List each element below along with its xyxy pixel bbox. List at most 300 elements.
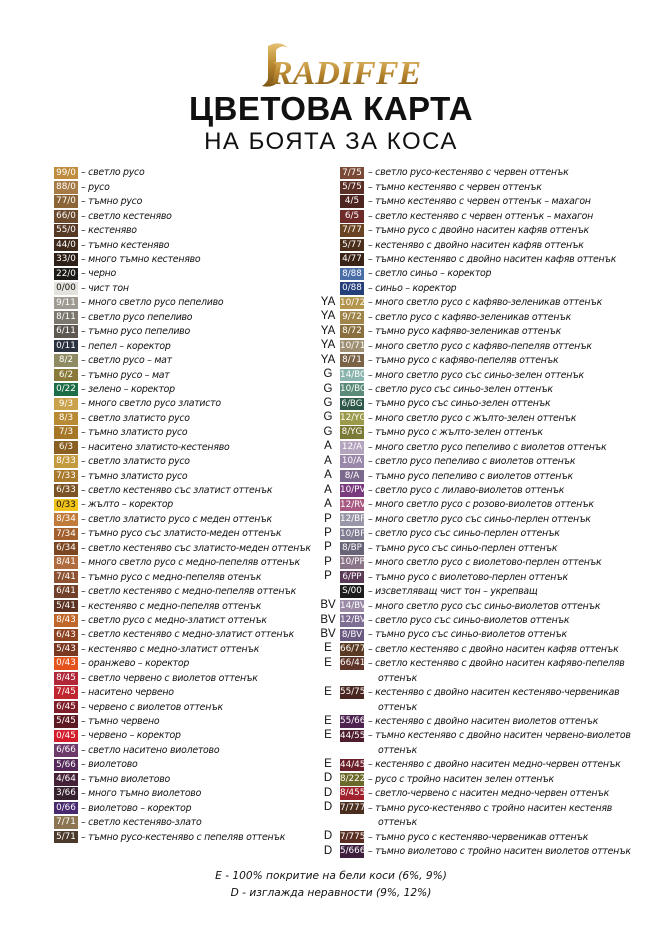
color-row [318,787,648,801]
group-label: E [324,642,332,655]
left-color-list [54,166,334,845]
color-row [318,715,648,729]
group-label: G [323,382,333,395]
color-row [318,282,648,296]
color-row [54,527,334,541]
color-description: – светло кестеняво [81,210,172,222]
color-swatch: 0/33 [54,499,78,512]
color-swatch: 8/72 [340,325,364,338]
color-row [318,642,648,656]
group-label: BV [320,628,336,640]
color-description: – много светло русо с кафяво-зеленикав оттенък [368,297,603,309]
color-swatch: 8/BP [340,542,364,555]
color-swatch: 55/75 [340,687,366,698]
color-description: – тъмно златисто русо [81,427,188,439]
color-swatch: 0/43 [54,657,78,670]
color-row [54,570,334,584]
color-swatch: 12/RV [340,499,366,510]
color-description: – светло русо с медно-златист оттенък [81,614,267,626]
color-swatch: 6/11 [54,325,78,338]
group-label: A [324,440,332,453]
color-swatch: 10/PP [340,557,365,568]
color-swatch: 7/777 [340,802,366,813]
color-swatch: 8/43 [54,614,78,627]
color-swatch: 8/A [340,470,364,483]
color-description: – много светло русо пепеливо [81,297,224,309]
group-label: D [323,844,333,857]
color-description-continuation: оттенък [378,744,418,756]
color-row [318,180,648,194]
color-row [318,368,648,382]
color-swatch: 14/BV [340,600,366,611]
color-swatch: 14/BG [340,369,367,380]
color-row [54,801,334,815]
color-swatch: 22/0 [54,268,78,281]
color-description: – кестеняво с медно-пепеляв оттенък [81,600,262,612]
color-description: – тъмно русо кафяво-зеленикав оттенък [368,326,561,338]
color-description: – светло русо с кафяво-зеленикав оттенък [368,311,571,323]
color-description: – зелено – коректор [81,383,175,395]
color-description: – много светло русо пепеливо с виолетов оттенък [368,441,607,453]
color-description: – тъмно русо-кестеняво с тройно наситен кестеняв [368,802,613,814]
color-description: – наситено златисто-кестеняво [81,441,230,453]
color-row [318,325,648,339]
color-swatch: 10/A [341,456,363,467]
color-description: – светло златисто русо с меден оттенък [81,513,272,525]
color-description: – червено – коректор [81,730,181,742]
page-title: ЦВЕТОВА КАРТА [188,90,474,127]
color-description: – тъмно кестеняво [81,239,170,251]
color-row [318,729,648,743]
color-row [54,758,334,772]
group-label: D [323,801,333,814]
color-description: – тъмно кестеняво с червен оттенък – махагон [368,196,591,208]
color-swatch: 8/34 [54,513,78,526]
group-label: G [323,397,333,409]
color-description: – много светло русо с розово-виолетов оттенък [368,499,594,511]
color-description: – тъмно кестеняво с двойно наситен червено-виолетов [368,730,631,742]
color-description: – светло кестеняво-злато [81,817,202,829]
color-swatch: 66/41 [340,658,366,669]
color-description: – тъмно русо със златисто-меден оттенък [81,528,282,540]
color-description-continuation: оттенък [378,701,418,713]
color-swatch: 7/34 [54,528,78,541]
color-row [318,657,648,671]
color-swatch: 0/00 [54,282,78,295]
color-swatch: 66/77 [340,644,366,655]
color-description: – виолетово [81,759,138,771]
color-row [318,383,648,397]
color-swatch: 5/77 [340,239,364,252]
color-swatch: 10/BG [340,384,367,395]
color-row [54,642,334,656]
color-swatch: 3/66 [54,787,78,800]
color-swatch: 8/3 [54,412,78,425]
group-label: BV [320,613,336,626]
color-description: – много тъмно виолетово [81,788,202,800]
color-description: – светло кестеняво със златист оттенък [81,485,273,497]
color-description: – русо [81,181,110,193]
color-swatch: 10/72 [340,297,366,308]
color-row [318,397,648,411]
color-row [318,599,648,613]
color-swatch: 6/BG [341,398,363,409]
color-row [54,253,334,267]
color-description: – светло кестеняво с двойно наситен кафяв оттенък [368,643,619,655]
color-swatch: 7/45 [54,686,78,699]
color-swatch: 5/71 [54,831,78,844]
color-description: – тъмно кестеняво с червен оттенък [368,181,542,193]
color-row [318,469,648,483]
color-description: – светло русо с лилаво-виолетов оттенък [368,485,565,497]
color-row [318,411,648,425]
color-row [54,209,334,223]
group-label: E [324,729,332,742]
color-row [54,310,334,324]
color-description: – много светло русо със синьо-зелен оттенък [368,369,584,381]
color-swatch: 8/71 [340,354,364,367]
group-label: BV [320,599,336,612]
footer-note-d: D - изглажда неравности (9%, 12%) [230,887,432,899]
color-swatch: 5/66 [54,759,78,772]
group-label: D [323,772,333,785]
color-description: – светло-червено с наситен медно-червен оттенък [368,788,609,800]
color-swatch: 0/88 [340,282,364,295]
color-row [318,209,648,223]
color-row [54,180,334,194]
color-row [54,440,334,454]
color-swatch: 7/775 [340,831,366,842]
color-swatch: 7/75 [340,167,364,180]
color-swatch: 0/11 [54,340,78,353]
color-row-continuation [318,700,648,714]
color-row [318,758,648,772]
color-row [54,455,334,469]
color-swatch: 66/0 [54,210,78,223]
color-description: – светло русо пепеливо с виолетов оттенък [368,456,576,468]
color-swatch: 7/71 [54,816,78,829]
color-swatch: 12/BP [340,514,366,525]
color-row [54,325,334,339]
color-row [54,715,334,729]
color-description: – кестеняво с двойно наситен кафяв оттенък [368,239,584,251]
color-row [318,310,648,324]
color-row [318,339,648,353]
color-description: – светло русо със синьо-перлен оттенък [368,528,560,540]
group-label: G [323,411,333,424]
color-description: – светло кестеняво с двойно наситен кафяво-пепеляв [368,658,625,670]
color-description: – жълто – коректор [81,499,174,511]
color-row [318,166,648,180]
color-swatch: 6/PP [340,571,364,584]
color-description: – червено с виолетов оттенък [81,701,223,713]
color-swatch: 6/43 [54,629,78,642]
color-row [318,628,648,642]
color-swatch: 9/3 [54,398,78,411]
color-row [54,296,334,310]
color-swatch: 8/2 [54,354,78,367]
page-subtitle: НА БОЯТА ЗА КОСА [204,128,458,155]
color-swatch: 44/0 [54,239,78,252]
color-row [54,339,334,353]
group-label: YA [320,339,336,352]
color-row [54,541,334,555]
color-description: – много светло русо с кафяво-пепеляв оттенък [368,340,592,352]
group-label: E [324,714,332,727]
color-description: – светло кестеняво с медно-златист оттенък [81,629,295,641]
color-swatch: 44/55 [340,730,366,741]
color-row [318,224,648,238]
color-row [54,484,334,498]
group-label: A [324,469,332,482]
color-swatch: 5/45 [54,715,78,728]
color-description: – кестеняво [81,225,137,237]
color-swatch: 7/33 [54,470,78,483]
color-swatch: 0/66 [54,802,78,815]
color-swatch: 5/43 [54,643,78,656]
color-swatch: 12/BV [340,615,366,626]
color-row [54,166,334,180]
color-swatch: 6/3 [54,441,78,454]
color-row [318,845,648,859]
color-row [54,772,334,786]
group-label: P [324,512,332,525]
color-description: – светло златисто русо [81,456,190,468]
color-row [54,614,334,628]
color-row-continuation [318,671,648,685]
color-description: – тъмно виолетово с тройно наситен виолетов оттенък [368,845,631,857]
color-description: – светло кестеняво с червен оттенък – махагон [368,210,594,222]
logo-text: RADIFFE [270,55,422,92]
footer-note-e: E - 100% покритие на бели коси (6%, 9%) [215,870,447,882]
color-description: – тъмно русо със синьо-зелен оттенък [368,398,551,410]
color-row [54,585,334,599]
color-swatch: 5/666 [340,846,366,857]
color-swatch: 10/BP [340,528,366,539]
group-label: A [324,483,332,496]
color-swatch: 10/PV [340,485,366,496]
color-description: – тъмно русо с виолетово-перлен оттенък [368,571,568,583]
color-description: – светло синьо – коректор [368,268,492,280]
color-row [54,671,334,685]
color-row [318,585,648,599]
group-label: A [324,454,332,467]
color-swatch: 55/0 [54,224,78,237]
color-swatch: 8/BV [341,629,363,640]
color-row [318,513,648,527]
color-row [54,556,334,570]
color-description: – светло русо-кестеняво с червен оттенък [368,167,569,179]
color-row [318,614,648,628]
color-description: – светло кестеняво със златисто-меден оттенък [81,542,311,554]
color-row [54,354,334,368]
color-row [54,469,334,483]
color-swatch: 8/222 [340,773,366,784]
group-label: P [324,555,332,568]
color-row [54,513,334,527]
color-swatch: 4/77 [340,253,364,266]
group-label: A [324,498,332,511]
color-description: – тъмно златисто русо [81,470,188,482]
color-swatch: 6/5 [340,210,364,223]
group-label: P [324,526,332,539]
color-row [318,455,648,469]
group-label: E [324,757,332,770]
color-row [318,772,648,786]
color-row [318,354,648,368]
group-label: YA [320,310,336,323]
group-label: P [324,541,332,554]
color-description: – кестеняво с двойно наситен виолетов оттенък [368,716,599,728]
color-row [318,267,648,281]
color-row [318,238,648,252]
color-row [54,411,334,425]
color-swatch: 8/45 [54,672,78,685]
right-color-list [318,166,648,859]
color-description: – тъмно русо пепеливо с виолетов оттенък [368,470,573,482]
color-description: – светло кестеняво с медно-пепеляв оттенък [81,586,297,598]
color-description: – много тъмно кестеняво [81,254,201,266]
color-description: – русо с тройно наситен зелен оттенък [368,773,554,785]
group-label: E [324,656,332,669]
color-description: – тъмно русо с жълто-зелен оттенък [368,427,543,439]
color-swatch: 8/33 [54,455,78,468]
color-description: – много светло русо с виолетово-перлен оттенък [368,557,602,569]
color-description: – много светло русо със синьо-виолетов оттенък [368,600,601,612]
color-description: – тъмно русо пепеливо [81,326,190,338]
color-description: – много светло русо с жълто-зелен оттенък [368,412,577,424]
color-description: – кестеняво с двойно наситен медно-червен оттенък [368,759,621,771]
color-swatch: 6/33 [54,484,78,497]
color-row [54,426,334,440]
color-description: – чист тон [81,282,129,294]
color-description: – наситено червено [81,687,174,699]
color-swatch: 4/64 [54,773,78,786]
color-row [318,484,648,498]
color-swatch: 12/A [341,441,363,452]
color-row [54,383,334,397]
color-row [54,628,334,642]
color-row [318,527,648,541]
color-description: – тъмно русо с двойно наситен кафяв оттенък [368,225,589,237]
color-swatch: 99/0 [54,167,78,180]
color-description-continuation: оттенък [378,817,418,829]
color-description: – тъмно русо с медно-пепеляв отенък [81,571,262,583]
color-description: – кестеняво с медно-златист оттенък [81,643,260,655]
color-row [54,195,334,209]
group-label: E [324,685,332,698]
color-swatch: S/00 [340,585,364,598]
color-description: – светло русо със синьо-виолетов оттенък [368,614,570,626]
group-label: YA [320,295,336,308]
color-swatch: 44/45 [340,759,366,770]
color-row [318,801,648,815]
color-description: – тъмно русо – мат [81,369,170,381]
color-row [54,787,334,801]
color-row-continuation [318,816,648,830]
color-swatch: 5/41 [54,600,78,613]
color-swatch: 9/72 [340,311,364,324]
color-swatch: 10/71 [340,340,366,351]
color-swatch: 8/88 [340,268,364,281]
color-row [318,556,648,570]
color-row [54,282,334,296]
color-description: – тъмно русо с кафяво-пепеляв оттенък [368,355,559,367]
group-label: D [323,786,333,799]
color-description: – виолетово – коректор [81,802,192,814]
group-label: P [324,570,332,583]
color-row [54,599,334,613]
color-description: – тъмно русо със синьо-виолетов оттенък [368,629,567,641]
group-label: G [323,368,333,381]
color-description: – тъмно кестеняво с двойно наситен кафяв оттенък [368,254,617,266]
color-description: – тъмно русо-кестеняво с пепеляв оттенък [81,831,286,843]
color-swatch: 9/11 [54,297,78,310]
color-swatch: 6/45 [54,701,78,714]
color-description: – синьо – коректор [368,282,457,294]
color-row-continuation [318,744,648,758]
color-description: – кестеняво с двойно наситен кестеняво-червеникав [368,687,620,699]
color-description: – светло русо със синьо-зелен оттенък [368,383,553,395]
color-row [54,224,334,238]
color-description: – тъмно червено [81,716,160,728]
color-description: – много светло русо златисто [81,398,221,410]
color-swatch: 55/66 [340,716,366,727]
color-row [318,440,648,454]
color-row [318,195,648,209]
color-swatch: 7/3 [54,426,78,439]
color-row [318,570,648,584]
color-description: – тъмно виолетово [81,773,170,785]
color-description: – светло русо пепеливо [81,311,193,323]
color-description: – изсветляващ чист тон – укрепващ [368,586,538,598]
color-swatch: 77/0 [54,195,78,208]
color-row [54,368,334,382]
color-description: – пепел – коректор [81,340,171,352]
color-description: – тъмно русо [81,196,143,208]
group-label: D [323,830,333,843]
color-swatch: 4/5 [340,195,364,208]
color-swatch: 8/11 [54,311,78,324]
color-row [54,744,334,758]
color-swatch: 0/45 [54,730,78,743]
color-row [318,253,648,267]
color-row [54,816,334,830]
color-description: – светло червено с виолетов оттенък [81,672,258,684]
color-swatch: 0/22 [54,383,78,396]
color-description: – черно [81,268,117,280]
color-row [318,830,648,844]
color-row [318,541,648,555]
color-row [54,238,334,252]
color-row [318,296,648,310]
color-description: – оранжево – коректор [81,658,190,670]
group-label: YA [320,353,336,366]
color-swatch: 8/41 [54,556,78,569]
color-swatch: 12/YG [340,413,367,424]
color-swatch: 33/0 [54,253,78,266]
color-description: – тъмно русо с кестеняво-червеникав оттенък [368,831,589,843]
color-description: – светло русо – мат [81,355,172,367]
color-swatch: 7/77 [340,224,364,237]
color-swatch: 6/41 [54,585,78,598]
color-row [54,397,334,411]
color-row [318,686,648,700]
color-description: – светло русо [81,167,145,179]
color-swatch: 6/2 [54,369,78,382]
color-row [54,700,334,714]
color-swatch: 5/75 [340,181,364,194]
